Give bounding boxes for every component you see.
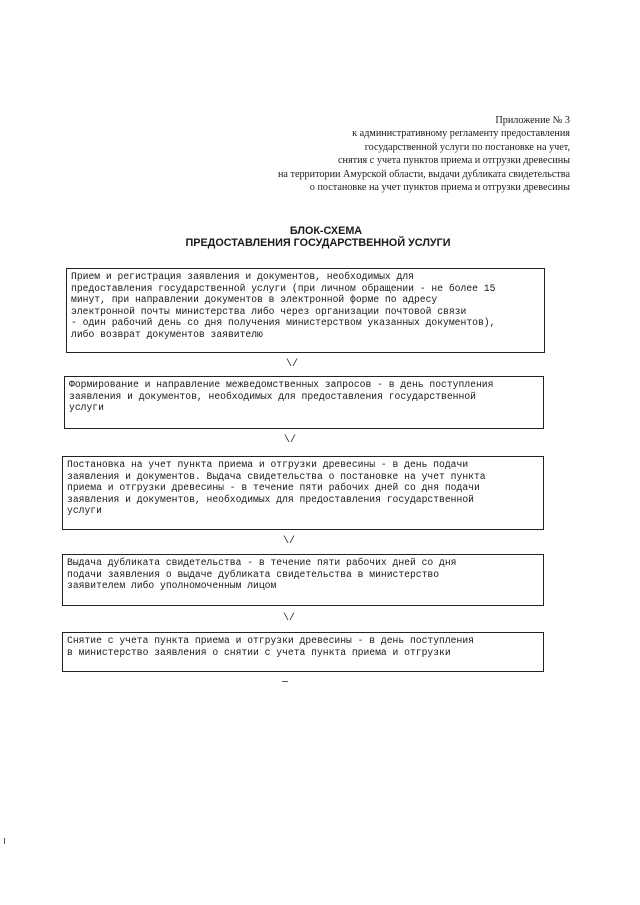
step-text-line: минут, при направлении документов в электронной форме по адресу [71, 294, 438, 306]
step-text-line: Формирование и направление межведомственных запросов - в день поступления [69, 379, 494, 390]
step-text-line: Постановка на учет пункта приема и отгрузки древесины - в день подачи [67, 459, 469, 470]
flowchart-step-2 [64, 376, 544, 429]
step-text-line: - один рабочий день со дня получения министерством указанных документов), [71, 317, 496, 329]
step-text-line: Прием и регистрация заявления и документов, необходимых для [71, 271, 414, 282]
step-text-line: заявления и документов, необходимых для предоставления государственной [69, 390, 476, 402]
scan-mark [4, 838, 5, 844]
step-text-line: предоставления государственной услуги (при личном обращении - не более 15 [71, 282, 496, 294]
document-subtitle: ПРЕДОСТАВЛЕНИЯ ГОСУДАРСТВЕННОЙ УСЛУГИ [185, 237, 451, 249]
flow-arrow-down: \/ [284, 435, 297, 446]
flow-arrow-down: \/ [283, 613, 296, 624]
appendix-line: снятия с учета пунктов приема и отгрузки древесины [337, 155, 570, 167]
flowchart-step-5 [62, 632, 544, 672]
appendix-line: на территории Амурской области, выдачи дубликата свидетельства [277, 168, 570, 180]
flowchart-step-3 [62, 456, 544, 530]
appendix-line: государственной услуги по постановке на учет, [364, 141, 570, 153]
step-text-line: заявления и документов, необходимых для предоставления государственной [67, 493, 474, 505]
step-text-line: Выдача дубликата свидетельства - в течение пяти рабочих дней со дня [67, 557, 457, 568]
flow-arrow-down: \/ [286, 359, 299, 370]
step-text-line: услуги [67, 505, 102, 517]
appendix-number: Приложение № 3 [495, 115, 570, 126]
step-text-line: приема и отгрузки древесины - в течение пяти рабочих дней со дня подачи [67, 482, 480, 494]
step-text-line: заявителем либо уполномоченным лицом [67, 580, 277, 592]
step-text-line: услуги [69, 402, 104, 414]
appendix-line: о постановке на учет пунктов приема и отгрузки древесины [309, 182, 570, 194]
step-text-line: Снятие с учета пункта приема и отгрузки древесины - в день поступления [67, 635, 474, 646]
document-title: БЛОК-СХЕМА [289, 225, 363, 237]
appendix-line: к административному регламенту предоставления [352, 128, 570, 140]
step-text-line: подачи заявления о выдаче дубликата свидетельства в министерство [67, 568, 440, 580]
step-text-line: заявления и документов. Выдача свидетельства о постановке на учет пункта [67, 470, 486, 482]
step-text-line: электронной почты министерства либо через организации почтовой связи [71, 305, 467, 317]
scan-mark [282, 681, 288, 682]
step-text-line: либо возврат документов заявителю [71, 328, 263, 340]
flowchart-step-1 [66, 268, 545, 353]
step-text-line: в министерство заявления о снятии с учета пункта приема и отгрузки [67, 646, 451, 658]
flow-arrow-down: \/ [283, 536, 296, 547]
appendix-header [278, 114, 570, 194]
flowchart-step-4 [62, 554, 544, 606]
